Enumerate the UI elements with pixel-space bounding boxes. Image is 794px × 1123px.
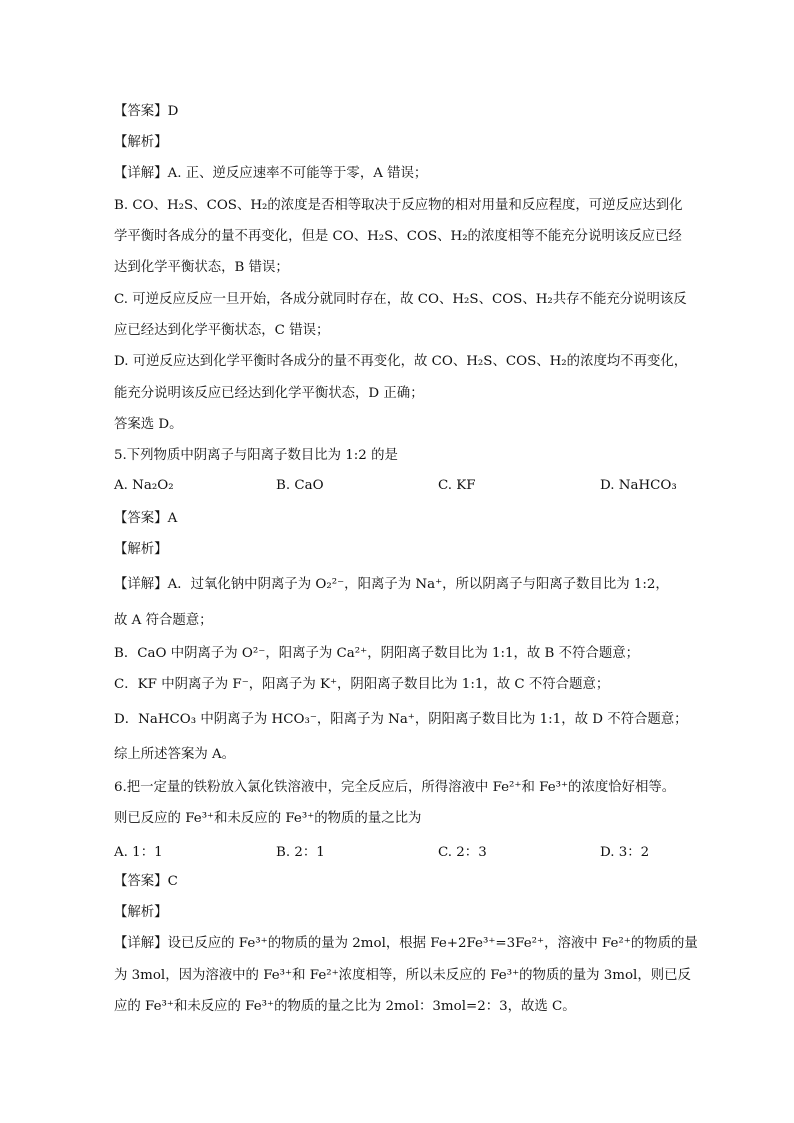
q4-detail-line-8: 能充分说明该反应已经达到化学平衡状态，D 正确；: [114, 386, 424, 401]
q4-detail-line-7: D. 可逆反应达到化学平衡时各成分的量不再变化，故 CO、H₂S、COS、H₂的浓度均不再变化，: [114, 354, 688, 369]
q6-option-b: B. 2：1: [276, 845, 325, 860]
q5-option-a: A. Na₂O₂: [114, 478, 174, 493]
q6-stem-line-2: 则已反应的 Fe³⁺和未反应的 Fe³⁺的物质的量之比为: [114, 811, 422, 826]
answer-value: C: [167, 874, 178, 889]
q6-analysis-tag: [114, 903, 694, 923]
detail-tag: 【详解】: [114, 577, 168, 592]
q6-detail-line-1: [114, 934, 698, 954]
q5-detail-line-1: [114, 575, 694, 595]
answer-value: D: [167, 104, 179, 119]
q5-stem: 5.下列物质中阴离子与阳离子数目比为 1:2 的是: [114, 448, 398, 463]
q4-detail-line-4: 达到化学平衡状态，B 错误；: [114, 260, 289, 275]
q4-detail-line-3: 学平衡时各成分的量不再变化，但是 CO、H₂S、COS、H₂的浓度相等不能充分说明该反应已经: [114, 229, 682, 244]
q5-conclusion: 综上所述答案为 A。: [114, 747, 236, 762]
analysis-tag: 【解析】: [114, 135, 168, 150]
q5-option-b: B. CaO: [276, 478, 324, 493]
q4-detail-line-6: 应已经达到化学平衡状态，C 错误；: [114, 323, 330, 338]
detail-tag: 【详解】: [114, 936, 168, 951]
q6-detail-line-2: 为 3mol，因为溶液中的 Fe³⁺和 Fe²⁺浓度相等，所以未反应的 Fe³⁺的物质的量为 3mol，则已反: [114, 968, 691, 983]
q5-detail-line-3: B．CaO 中阴离子为 O²⁻，阳离子为 Ca²⁺，阴阳离子数目比为 1:1，故 B 不符合题意；: [114, 646, 639, 661]
analysis-tag: 【解析】: [114, 905, 168, 920]
q6-detail-line-3: 应的 Fe³⁺和未反应的 Fe³⁺的物质的量之比为 2mol：3mol=2：3，故选 C。: [114, 999, 576, 1014]
detail-text: 设已反应的 Fe³⁺的物质的量为 2mol，根据 Fe+2Fe³⁺=3Fe²⁺，溶液中 Fe²⁺的物质的量: [167, 936, 698, 951]
q4-detail-line-1: [114, 164, 694, 184]
detail-text: A．过氧化钠中阴离子为 O₂²⁻，阳离子为 Na⁺，所以阴离子与阳离子数目比为 1:2，: [167, 577, 669, 592]
detail-tag: 【详解】: [114, 166, 168, 181]
q4-analysis-tag: [114, 133, 694, 153]
q6-option-a: A. 1：1: [114, 845, 163, 860]
q5-detail-line-4: C．KF 中阴离子为 F⁻，阳离子为 K⁺，阴阳离子数目比为 1:1，故 C 不符合题意；: [114, 677, 610, 692]
q5-answer-line: [114, 509, 694, 529]
q4-conclusion: 答案选 D。: [114, 417, 183, 432]
answer-value: A: [167, 511, 178, 526]
q6-answer-line: [114, 872, 694, 892]
answer-tag: 【答案】: [114, 874, 168, 889]
q5-option-c: C. KF: [438, 478, 476, 493]
q5-detail-line-2: 故 A 符合题意；: [114, 613, 213, 628]
answer-tag: 【答案】: [114, 104, 168, 119]
q5-detail-line-5: D．NaHCO₃ 中阴离子为 HCO₃⁻，阳离子为 Na⁺，阴阳离子数目比为 1:1，故 D 不符合题意；: [114, 712, 688, 727]
q5-analysis-tag: [114, 540, 694, 560]
analysis-tag: 【解析】: [114, 542, 168, 557]
q6-option-c: C. 2：3: [438, 845, 487, 860]
q5-option-d: D. NaHCO₃: [600, 478, 677, 493]
q4-answer-line: [114, 102, 694, 122]
detail-text: A. 正、逆反应速率不可能等于零，A 错误；: [167, 166, 428, 181]
answer-tag: 【答案】: [114, 511, 168, 526]
q6-stem-line-1: 6.把一定量的铁粉放入氯化铁溶液中，完全反应后，所得溶液中 Fe²⁺和 Fe³⁺的浓度恰好相等。: [114, 780, 676, 795]
q6-option-d: D. 3：2: [600, 845, 650, 860]
q4-detail-line-5: C. 可逆反应反应一旦开始，各成分就同时存在，故 CO、H₂S、COS、H₂共存不能充分说明该反: [114, 292, 687, 307]
q4-detail-line-2: B. CO、H₂S、COS、H₂的浓度是否相等取决于反应物的相对用量和反应程度，可逆反应达到化: [114, 198, 683, 213]
